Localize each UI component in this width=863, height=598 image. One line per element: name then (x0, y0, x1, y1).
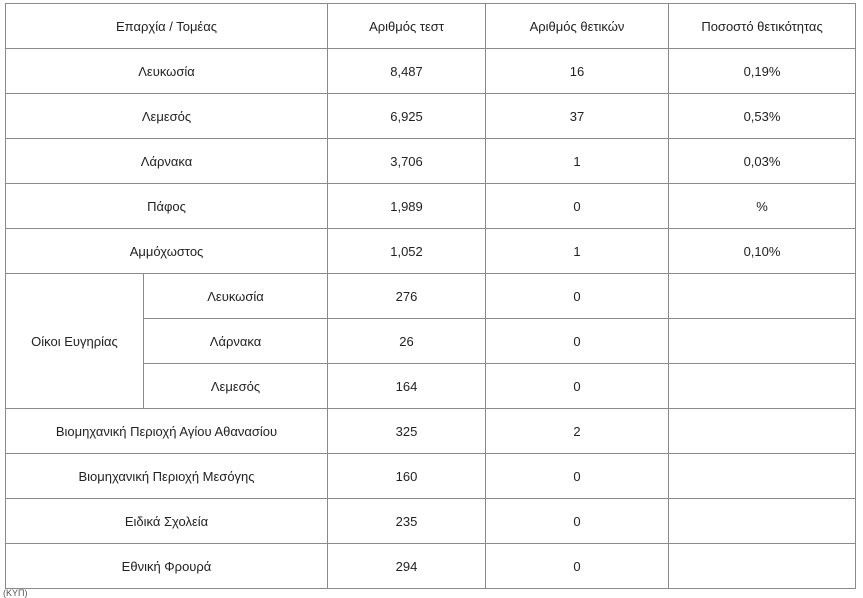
sub-district-name: Λευκωσία (144, 274, 328, 319)
positives-count: 0 (486, 499, 669, 544)
table-row (6, 454, 856, 499)
header-district: Επαρχία / Τομέας (6, 4, 328, 49)
header-positivity-rate: Ποσοστό θετικότητας (669, 4, 856, 49)
district-name: Λάρνακα (6, 139, 328, 184)
positives-count: 0 (486, 544, 669, 589)
table-row (6, 139, 856, 184)
header-positives: Αριθμός θετικών (486, 4, 669, 49)
positivity-rate: 0,10% (669, 229, 856, 274)
elderly-homes-label: Οίκοι Ευγηρίας (6, 274, 144, 409)
table-row (6, 544, 856, 589)
positives-count: 0 (486, 274, 669, 319)
district-name: Λευκωσία (6, 49, 328, 94)
table-row (6, 94, 856, 139)
sector-name: Βιομηχανική Περιοχή Μεσόγης (6, 454, 328, 499)
results-table-container (5, 3, 855, 589)
positivity-rate (669, 364, 856, 409)
positives-count: 16 (486, 49, 669, 94)
sector-name: Ειδικά Σχολεία (6, 499, 328, 544)
sub-district-name: Λεμεσός (144, 364, 328, 409)
tests-count: 26 (328, 319, 486, 364)
sector-name: Βιομηχανική Περιοχή Αγίου Αθανασίου (6, 409, 328, 454)
positivity-rate: 0,19% (669, 49, 856, 94)
table-row (6, 499, 856, 544)
sub-district-name: Λάρνακα (144, 319, 328, 364)
district-name: Λεμεσός (6, 94, 328, 139)
table-row (6, 409, 856, 454)
header-row (6, 4, 856, 49)
district-name: Αμμόχωστος (6, 229, 328, 274)
positives-count: 0 (486, 364, 669, 409)
district-name: Πάφος (6, 184, 328, 229)
positivity-rate (669, 409, 856, 454)
positives-count: 1 (486, 229, 669, 274)
positives-count: 0 (486, 454, 669, 499)
positives-count: 1 (486, 139, 669, 184)
tests-count: 164 (328, 364, 486, 409)
header-tests: Αριθμός τεστ (328, 4, 486, 49)
positives-count: 0 (486, 184, 669, 229)
test-results-table (5, 3, 856, 589)
tests-count: 325 (328, 409, 486, 454)
table-row (6, 274, 856, 319)
tests-count: 235 (328, 499, 486, 544)
tests-count: 6,925 (328, 94, 486, 139)
tests-count: 276 (328, 274, 486, 319)
tests-count: 3,706 (328, 139, 486, 184)
source-caption: (ΚΥΠ) (3, 588, 28, 598)
tests-count: 8,487 (328, 49, 486, 94)
tests-count: 1,052 (328, 229, 486, 274)
positivity-rate (669, 454, 856, 499)
tests-count: 294 (328, 544, 486, 589)
positivity-rate (669, 544, 856, 589)
positivity-rate: 0,03% (669, 139, 856, 184)
sector-name: Εθνική Φρουρά (6, 544, 328, 589)
positivity-rate: 0,53% (669, 94, 856, 139)
tests-count: 1,989 (328, 184, 486, 229)
table-row (6, 49, 856, 94)
table-row (6, 184, 856, 229)
positivity-rate (669, 274, 856, 319)
positives-count: 2 (486, 409, 669, 454)
positivity-rate (669, 499, 856, 544)
positivity-rate: % (669, 184, 856, 229)
tests-count: 160 (328, 454, 486, 499)
table-row (6, 229, 856, 274)
positivity-rate (669, 319, 856, 364)
positives-count: 0 (486, 319, 669, 364)
positives-count: 37 (486, 94, 669, 139)
